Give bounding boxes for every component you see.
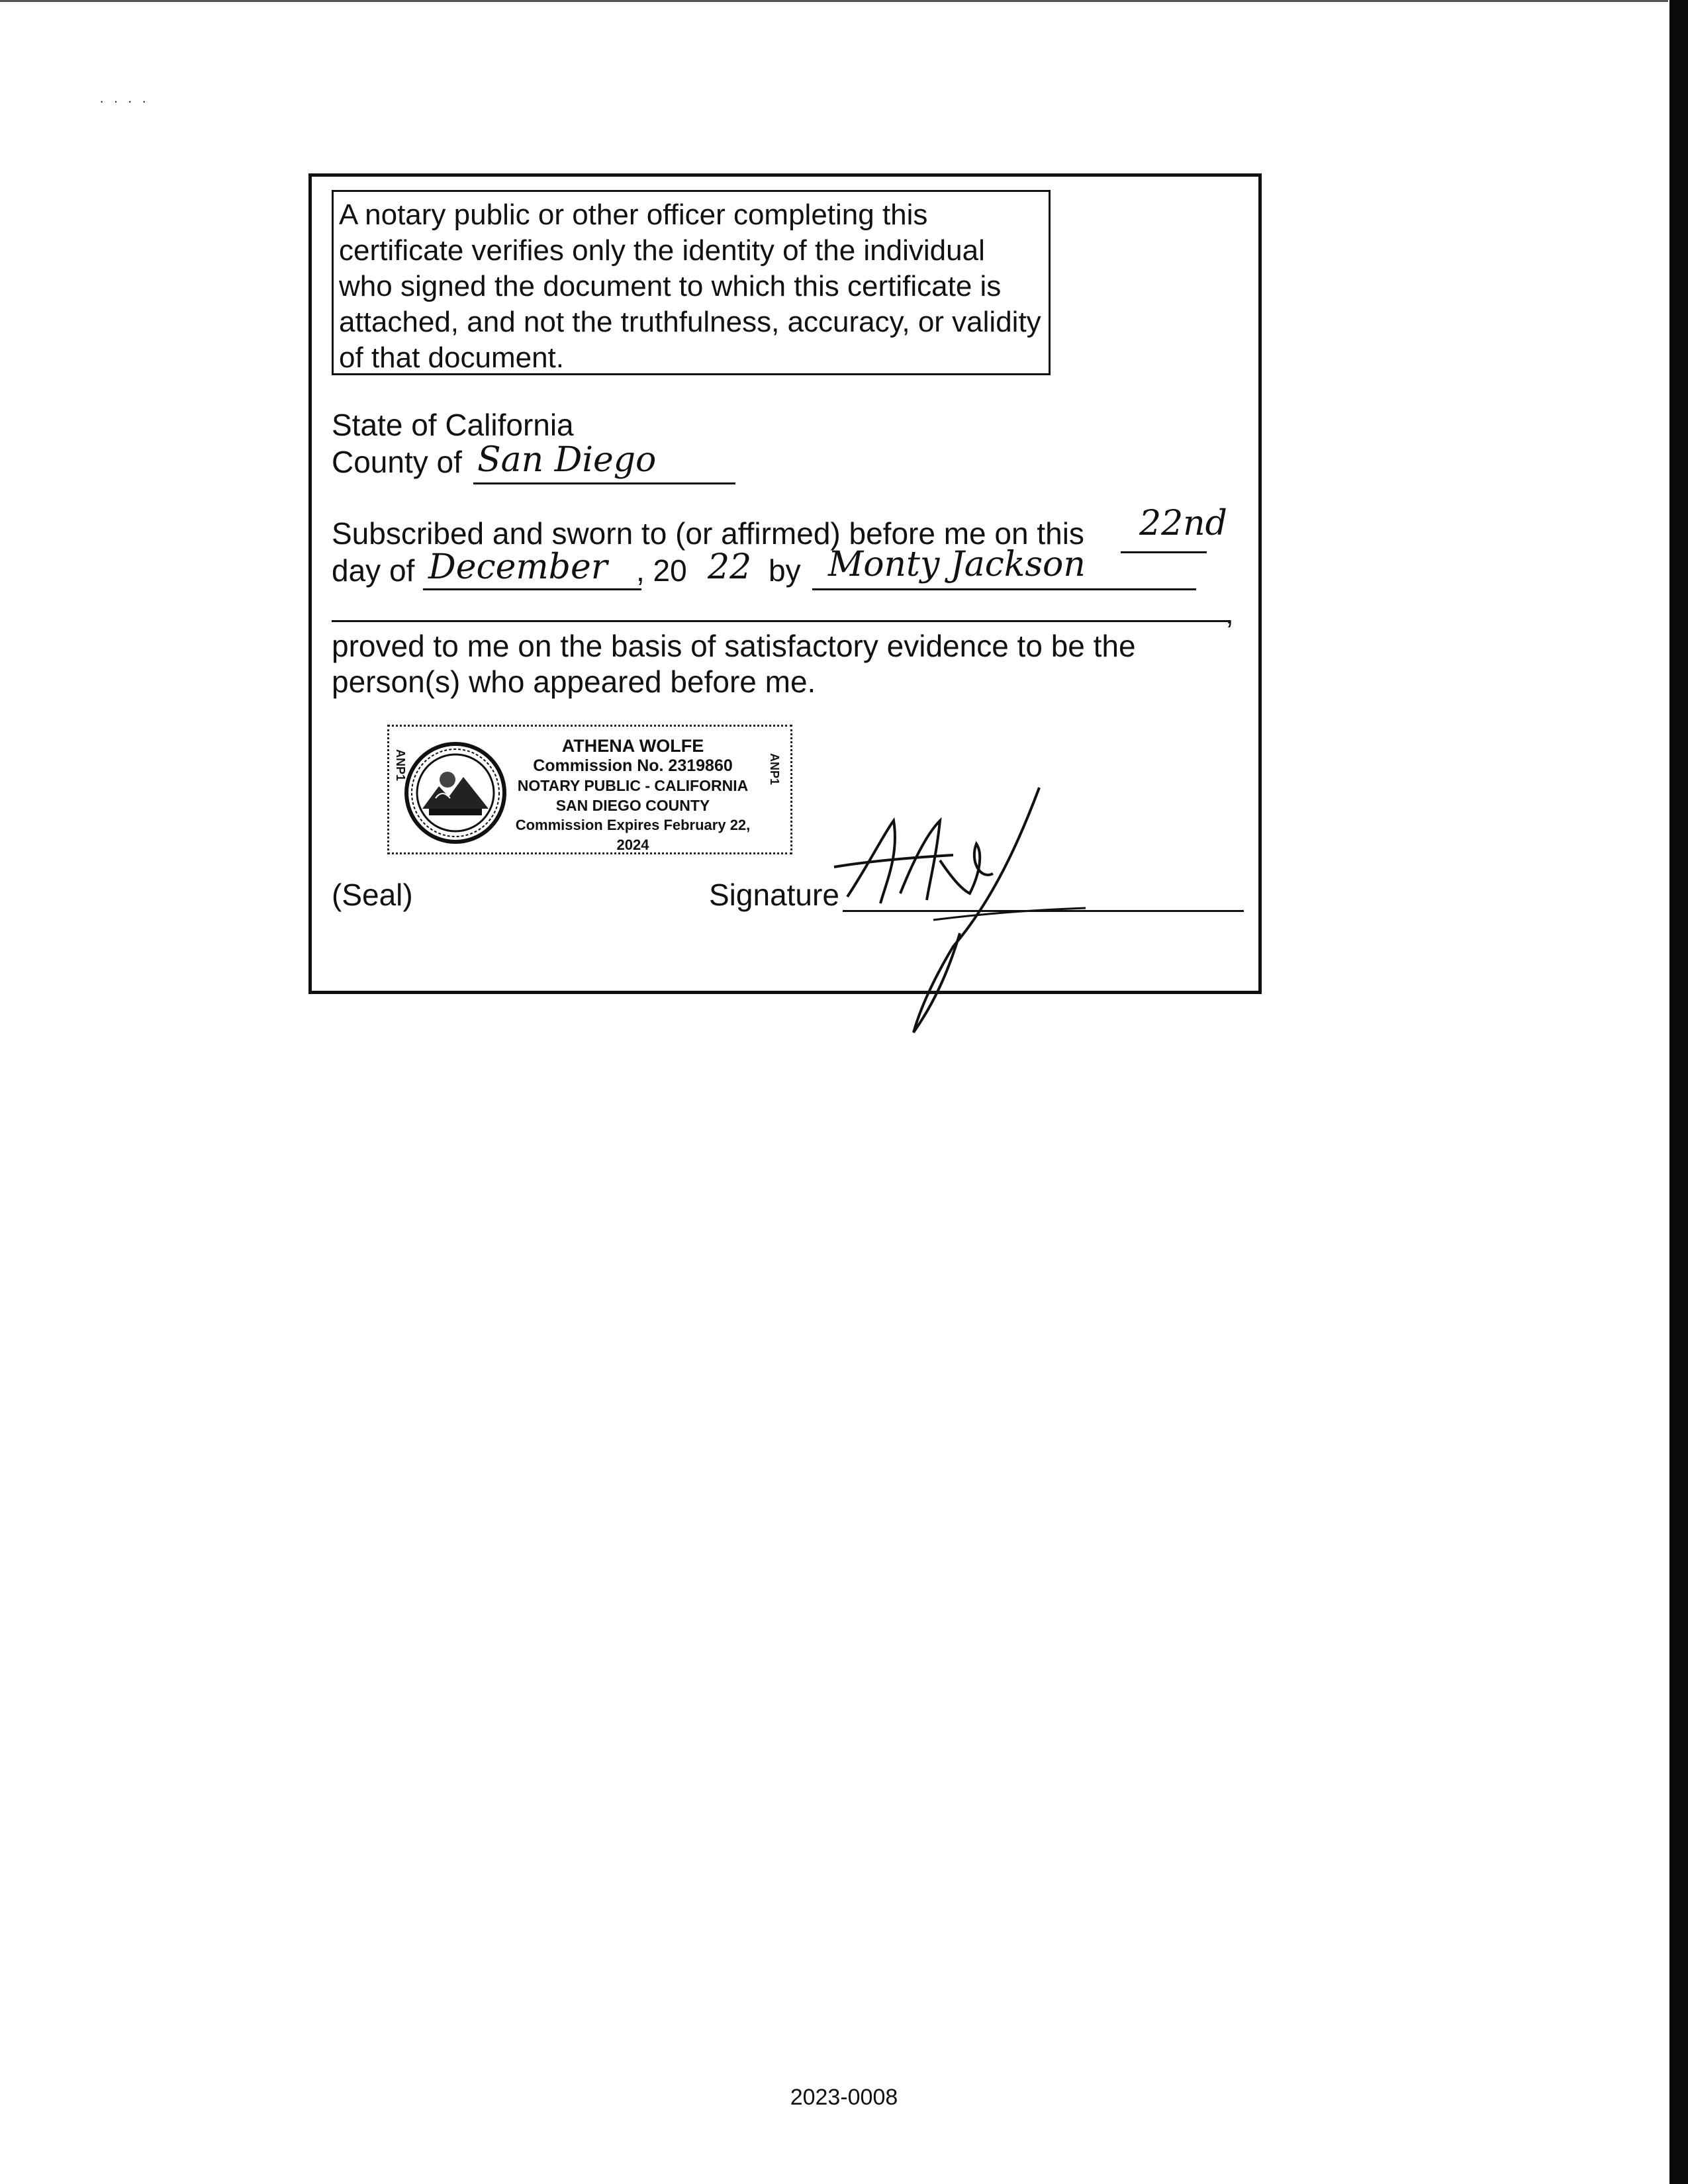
seal-side-code-left: ANP1 [394,749,407,782]
month-underline [423,588,641,590]
day-of-label: day of [332,553,415,588]
seal-side-code-right: ANP1 [768,753,781,786]
scan-top-edge [0,0,1668,2]
notary-name: ATHENA WOLFE [561,736,704,756]
year-prefix: , 20 [636,553,687,588]
seal-label: (Seal) [332,878,413,912]
blank-name-line [332,620,1231,622]
county-handwritten: San Diego [477,440,657,480]
disclaimer-text: A notary public or other officer completing this certificate verifies only the identity of the individual who signed the document to which this certificate is attached, and not the truthfulness, accuracy, or validity of that document. [339,199,1041,374]
scan-right-edge [1669,0,1688,2184]
year-handwritten: 22 [708,547,752,587]
commission-number: Commission No. 2319860 [533,756,733,775]
signer-name-handwritten: Monty Jackson [828,545,1086,584]
signature-label: Signature [709,878,839,912]
by-label: by [769,553,801,588]
trailing-comma: , [1225,596,1234,630]
notary-disclaimer-box [332,190,1051,375]
subscribed-text: Subscribed and sworn to (or affirmed) before me on this [332,516,1084,551]
notary-certificate [308,173,1262,994]
county-underline [473,482,735,484]
scan-specks: ···· [99,93,156,109]
commission-expiry: Commission Expires February 22, 2024 [515,817,751,853]
signer-underline [812,588,1196,590]
notary-county: SAN DIEGO COUNTY [555,797,710,814]
county-label: County of [332,445,462,479]
seal-text-block [500,736,765,855]
proved-line-1: proved to me on the basis of satisfactory evidence to be the [332,629,1136,663]
california-state-seal-icon [402,740,508,846]
month-handwritten: December [428,547,608,587]
proved-line-2: person(s) who appeared before me. [332,664,816,699]
state-line: State of California [332,408,574,442]
notary-seal-stamp [387,725,792,854]
notary-title: NOTARY PUBLIC - CALIFORNIA [517,777,749,794]
notary-signature-scribble [821,781,1099,1039]
day-handwritten: 22nd [1139,504,1227,543]
document-number-footer: 2023-0008 [790,2085,898,2110]
day-underline [1121,551,1207,553]
